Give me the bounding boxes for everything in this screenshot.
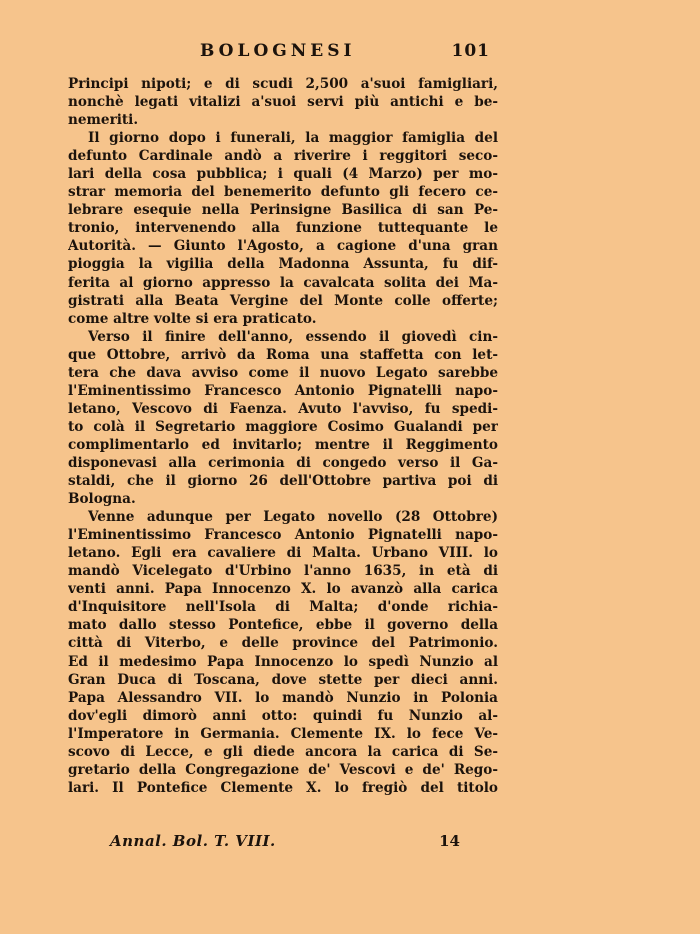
text-line: dov'egli dimorò anni otto: quindi fu Nunzio al- bbox=[68, 707, 498, 724]
text-line: que Ottobre, arrivò da Roma una staffetta con let- bbox=[68, 346, 498, 363]
text-line: lebrare esequie nella Perinsigne Basilica di san Pe- bbox=[68, 202, 498, 219]
text-line: ferita al giorno appresso la cavalcata solita dei Ma- bbox=[68, 274, 498, 291]
text-line: l'Eminentissimo Francesco Antonio Pignatelli napo- bbox=[68, 527, 498, 544]
text-line: lari della cosa pubblica; i quali (4 Marzo) per mo- bbox=[68, 166, 498, 183]
text-line: tronio, intervenendo alla funzione tuttequante le bbox=[68, 220, 498, 237]
running-title: BOLOGNESI bbox=[200, 41, 356, 61]
paragraph bbox=[68, 328, 498, 508]
text-line: d'Inquisitore nell'Isola di Malta; d'onde richia- bbox=[68, 599, 498, 616]
text-line: defunto Cardinale andò a riverire i reggitori seco- bbox=[68, 148, 498, 165]
text-line: letano. Egli era cavaliere di Malta. Urbano VIII. lo bbox=[68, 545, 498, 562]
text-line: gistrati alla Beata Vergine del Monte colle offerte; bbox=[68, 292, 498, 309]
text-line: pioggia la vigilia della Madonna Assunta, fu dif- bbox=[68, 256, 498, 273]
text-line: strar memoria del benemerito defunto gli fecero ce- bbox=[68, 184, 498, 201]
text-line: Ed il medesimo Papa Innocenzo lo spedì Nunzio al bbox=[68, 653, 498, 670]
text-line: to colà il Segretario maggiore Cosimo Gualandi per bbox=[68, 418, 498, 435]
text-line: tera che dava avviso come il nuovo Legato sarebbe bbox=[68, 364, 498, 381]
text-line: venti anni. Papa Innocenzo X. lo avanzò alla carica bbox=[68, 581, 498, 598]
text-line: Gran Duca di Toscana, dove stette per dieci anni. bbox=[68, 671, 498, 688]
text-line: come altre volte si era praticato. bbox=[68, 310, 317, 327]
text-line: città di Viterbo, e delle province del Patrimonio. bbox=[68, 635, 498, 652]
text-line: Autorità. — Giunto l'Agosto, a cagione d'una gran bbox=[68, 238, 498, 255]
text-line: mato dallo stesso Pontefice, ebbe il governo della bbox=[68, 617, 498, 634]
text-line: Bologna. bbox=[68, 491, 136, 508]
text-line: scovo di Lecce, e gli diede ancora la carica di Se- bbox=[68, 743, 498, 760]
text-line: staldi, che il giorno 26 dell'Ottobre partiva poi di bbox=[68, 473, 498, 490]
text-line: mandò Vicelegato d'Urbino l'anno 1635, in età di bbox=[68, 563, 498, 580]
text-line: gretario della Congregazione de' Vescovi e de' Rego- bbox=[68, 761, 498, 778]
text-line: Papa Alessandro VII. lo mandò Nunzio in Polonia bbox=[68, 689, 498, 706]
text-line: Verso il finire dell'anno, essendo il giovedì cin- bbox=[88, 328, 498, 345]
text-line: Principi nipoti; e di scudi 2,500 a'suoi famigliari, bbox=[68, 76, 498, 92]
text-line: Il giorno dopo i funerali, la maggior famiglia del bbox=[88, 130, 498, 147]
paragraph bbox=[68, 129, 498, 328]
body-text bbox=[68, 75, 498, 797]
text-line: nemeriti. bbox=[68, 112, 139, 129]
text-line: lari. Il Pontefice Clemente X. lo fregiò del titolo bbox=[68, 779, 498, 796]
signature-mark: Annal. Bol. T. VIII. bbox=[110, 832, 276, 850]
page-footer bbox=[110, 832, 460, 850]
text-line: disponevasi alla cerimonia di congedo verso il Ga- bbox=[68, 454, 498, 471]
text-line: complimentarlo ed invitarlo; mentre il Reggimento bbox=[68, 436, 498, 453]
signature-number: 14 bbox=[439, 832, 460, 850]
paragraph bbox=[68, 508, 498, 797]
page-header bbox=[200, 41, 490, 65]
text-line: l'Imperatore in Germania. Clemente IX. lo fece Ve- bbox=[68, 725, 498, 742]
text-line: nonchè legati vitalizi a'suoi servi più antichi e be- bbox=[68, 94, 498, 111]
text-line: letano, Vescovo di Faenza. Avuto l'avviso, fu spedi- bbox=[68, 400, 498, 417]
text-line: l'Eminentissimo Francesco Antonio Pignatelli napo- bbox=[68, 382, 498, 399]
paragraph bbox=[68, 75, 498, 129]
page-number: 101 bbox=[451, 41, 490, 61]
text-line: Venne adunque per Legato novello (28 Ottobre) bbox=[88, 509, 498, 526]
